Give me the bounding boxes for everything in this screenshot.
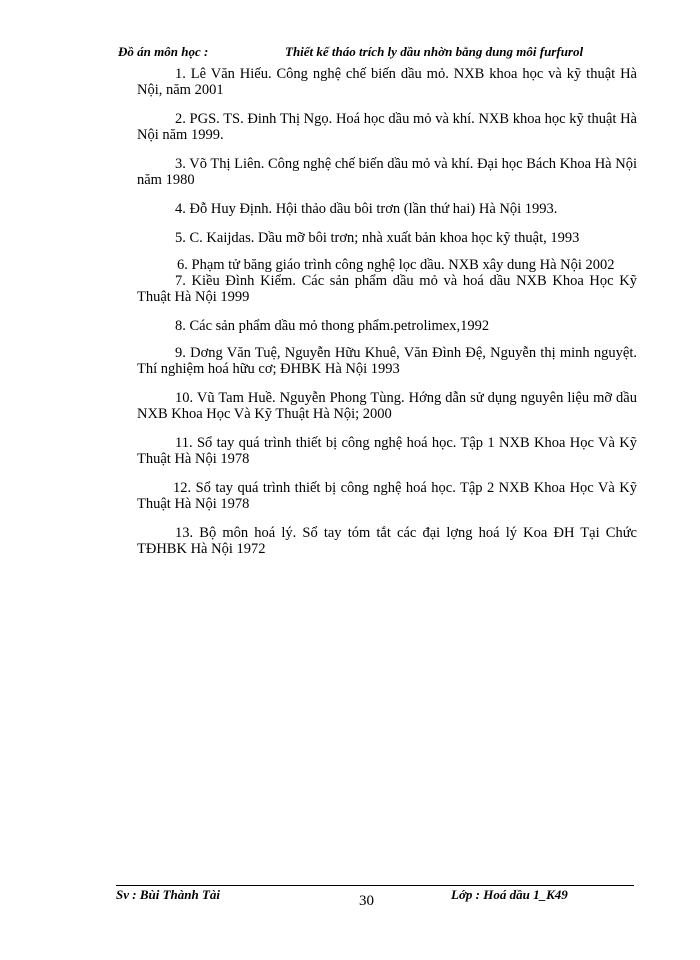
reference-item: 8. Các sản phẩm dầu mỏ thong phẩm.petrolimex,1992 (175, 318, 490, 334)
footer-class-label: Lớp : Hoá dầu 1_K49 (451, 887, 568, 902)
reference-item: 4. Đỗ Huy Định. Hội thảo dầu bôi trơn (lần thứ hai) Hà Nội 1993. (175, 201, 558, 217)
reference-item: 9. Dơng Văn Tuệ, Nguyễn Hữu Khuê, Văn Đình Đệ, Nguyễn thị minh nguyệt. Thí nghiệm hoá hữu cơ; ĐHBK Hà Nội 1993 (137, 345, 637, 377)
reference-item: 3. Võ Thị Liên. Công nghệ chế biến dầu mỏ và khí. Đại học Bách Khoa Hà Nội năm 1980 (137, 156, 637, 188)
reference-list (137, 66, 637, 557)
footer-student-name: Sv : Bùi Thành Tài (116, 887, 221, 902)
reference-item: 6. Phạm tử băng giáo trình công nghệ lọc dầu. NXB xây dung Hà Nội 2002 (177, 257, 615, 273)
page-footer (116, 887, 634, 911)
page-header (118, 44, 638, 64)
reference-item: 10. Vũ Tam Huề. Nguyễn Phong Tùng. Hớng dẫn sử dụng nguyên liệu mỡ dầu NXB Khoa Học Và Kỹ Thuật Hà Nội; 2000 (137, 390, 637, 422)
reference-item: 12. Sổ tay quá trình thiết bị công nghệ hoá học. Tập 2 NXB Khoa Học Và Kỹ Thuật Hà Nội 1978 (137, 480, 637, 512)
reference-item: 11. Sổ tay quá trình thiết bị công nghệ hoá học. Tập 1 NXB Khoa Học Và Kỹ Thuật Hà Nội 1978 (137, 435, 637, 467)
header-project-title: Thiết kế tháo trích ly dầu nhờn bằng dung môi furfurol (285, 44, 584, 59)
reference-item: 7. Kiều Đình Kiểm. Các sản phẩm dầu mỏ và hoá dầu NXB Khoa Học Kỹ Thuật Hà Nội 1999 (137, 273, 637, 305)
reference-item: 5. C. Kaijdas. Dầu mỡ bôi trơn; nhà xuất bản khoa học kỹ thuật, 1993 (175, 230, 580, 246)
reference-item: 2. PGS. TS. Đinh Thị Ngọ. Hoá học dầu mỏ và khí. NXB khoa học kỹ thuật Hà Nội năm 1999. (137, 111, 637, 143)
reference-item: 1. Lê Văn Hiếu. Công nghệ chế biến dầu mỏ. NXB khoa học và kỹ thuật Hà Nội, năm 2001 (137, 66, 637, 98)
footer-divider (116, 885, 634, 886)
page-number: 30 (359, 893, 374, 909)
reference-item: 13. Bộ môn hoá lý. Sổ tay tóm tắt các đại lợng hoá lý Koa ĐH Tại Chức TĐHBK Hà Nội 1972 (137, 525, 637, 557)
header-course-label: Đồ án môn học : (118, 44, 209, 59)
